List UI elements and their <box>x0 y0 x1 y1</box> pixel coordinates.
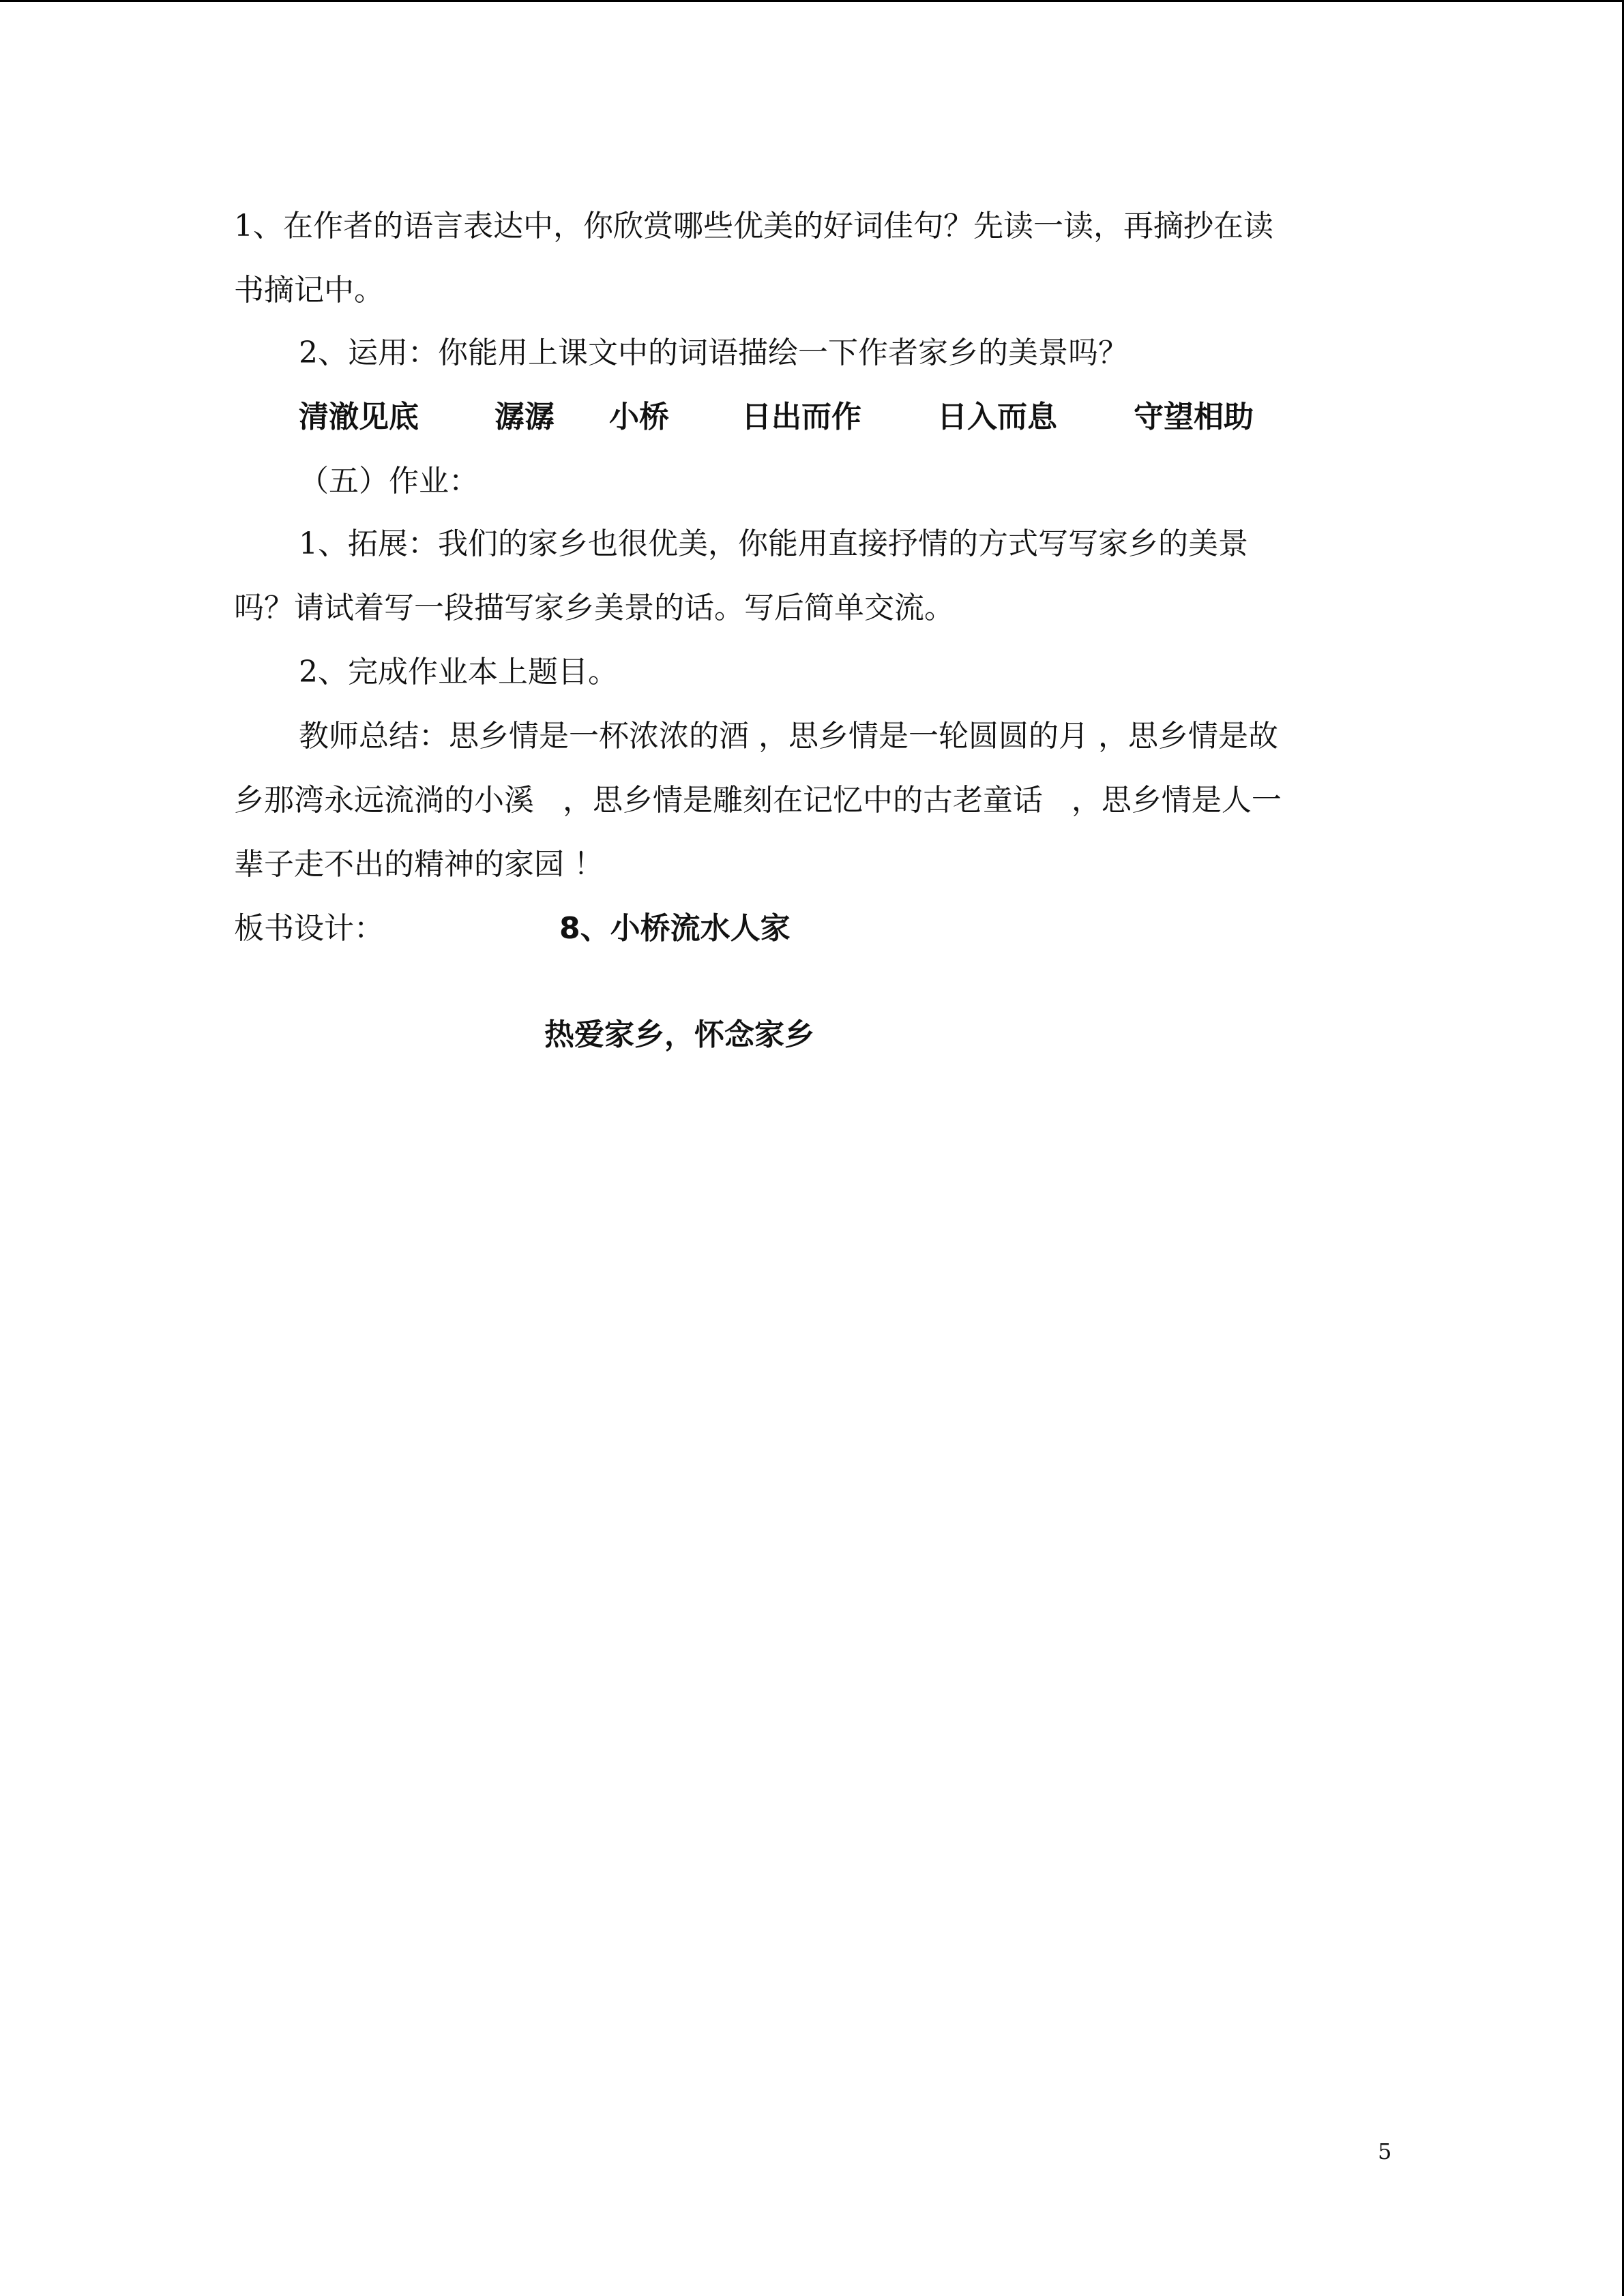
homework-1-line-2: 吗？请试着写一段描写家乡美景的话。写后简单交流。 <box>234 591 954 625</box>
question-1-line-2: 书摘记中。 <box>234 273 384 308</box>
board-design-theme: 热爱家乡，怀念家乡 <box>544 1017 814 1052</box>
vocabulary-word: 日入而息 <box>937 400 1057 434</box>
board-design-label: 板书设计： <box>234 911 384 946</box>
question-2: 2、运用：你能用上课文中的词语描绘一下作者家乡的美景吗？ <box>299 336 1128 370</box>
question-1-line-1: 1、在作者的语言表达中，你欣赏哪些优美的好词佳句？先读一读，再摘抄在读 <box>234 209 1273 243</box>
homework-heading: （五）作业： <box>299 464 479 498</box>
vocabulary-word: 潺潺 <box>494 400 555 434</box>
board-design-title: 8、小桥流水人家 <box>559 911 791 946</box>
vocabulary-word: 清澈见底 <box>299 400 419 434</box>
teacher-summary-line-1: 教师总结：思乡情是一杯浓浓的酒 ，思乡情是一轮圆圆的月 ，思乡情是故 <box>299 719 1278 754</box>
homework-1-line-1: 1、拓展：我们的家乡也很优美，你能用直接抒情的方式写写家乡的美景 <box>299 526 1248 561</box>
vocabulary-word: 小桥 <box>609 400 669 434</box>
vocabulary-words <box>0 397 1624 438</box>
teacher-summary-line-3: 辈子走不出的精神的家园 ！ <box>234 847 604 882</box>
page-top-border <box>0 0 1624 2</box>
vocabulary-word: 守望相助 <box>1134 400 1254 434</box>
teacher-summary-line-2: 乡那湾永远流淌的小溪 ，思乡情是雕刻在记忆中的古老童话 ，思乡情是人一 <box>234 783 1282 818</box>
homework-2: 2、完成作业本上题目。 <box>299 655 618 689</box>
vocabulary-word: 日出而作 <box>741 400 861 434</box>
page-number: 5 <box>1378 2138 1392 2164</box>
